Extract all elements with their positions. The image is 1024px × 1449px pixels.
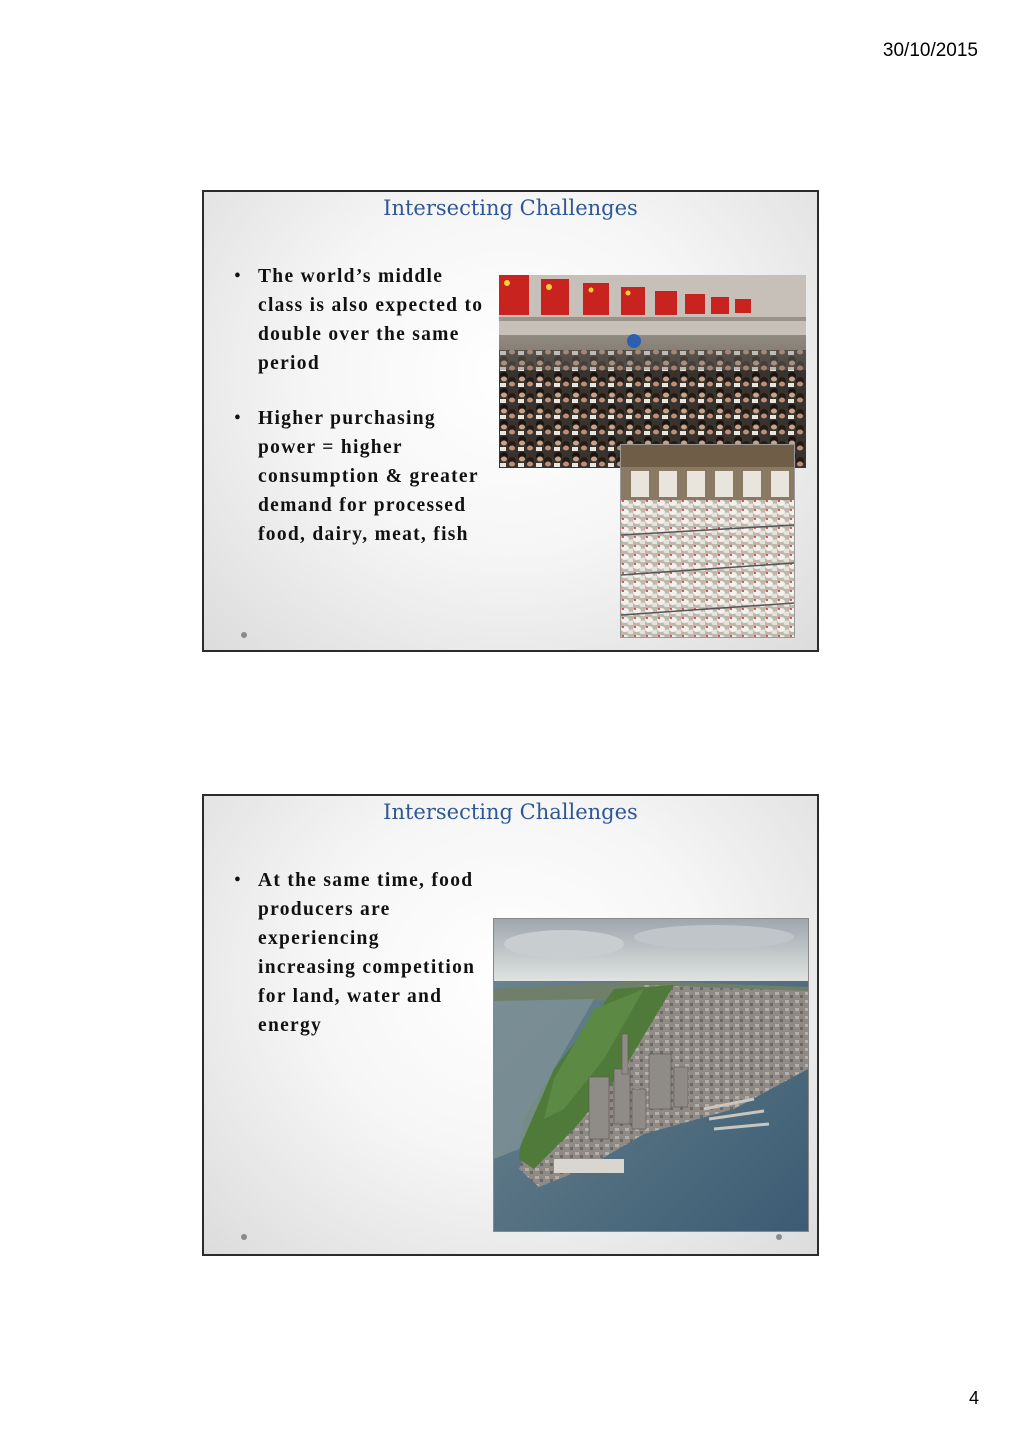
bullet-icon: • bbox=[234, 870, 243, 891]
bullet-list bbox=[234, 262, 484, 575]
slide-corner-dot bbox=[241, 632, 247, 638]
poultry-farm-photo bbox=[620, 444, 795, 638]
bullet-item bbox=[234, 866, 484, 1040]
page-date: 30/10/2015 bbox=[882, 40, 978, 61]
bullet-text: Higher purchasing power = higher consumption & greater demand for processed food, dairy, meat, fish bbox=[258, 408, 479, 545]
slide-title: Intersecting Challenges bbox=[383, 196, 638, 220]
page-number: 4 bbox=[968, 1388, 979, 1408]
bullet-item bbox=[234, 262, 484, 378]
aerial-city-photo bbox=[493, 918, 809, 1232]
bullet-list bbox=[234, 866, 484, 1066]
crowd-photo bbox=[499, 275, 806, 468]
slide-corner-dot bbox=[241, 1234, 247, 1240]
slide-title: Intersecting Challenges bbox=[383, 800, 638, 824]
bullet-icon: • bbox=[234, 408, 243, 429]
bullet-text: The world’s middle class is also expected to double over the same period bbox=[258, 266, 484, 374]
bullet-icon: • bbox=[234, 266, 243, 287]
slide-1 bbox=[202, 190, 819, 652]
bullet-text: At the same time, food producers are experiencing increasing competition for land, water and energy bbox=[258, 870, 476, 1036]
slide-corner-dot bbox=[776, 1234, 782, 1240]
bullet-item bbox=[234, 404, 484, 549]
slide-2 bbox=[202, 794, 819, 1256]
